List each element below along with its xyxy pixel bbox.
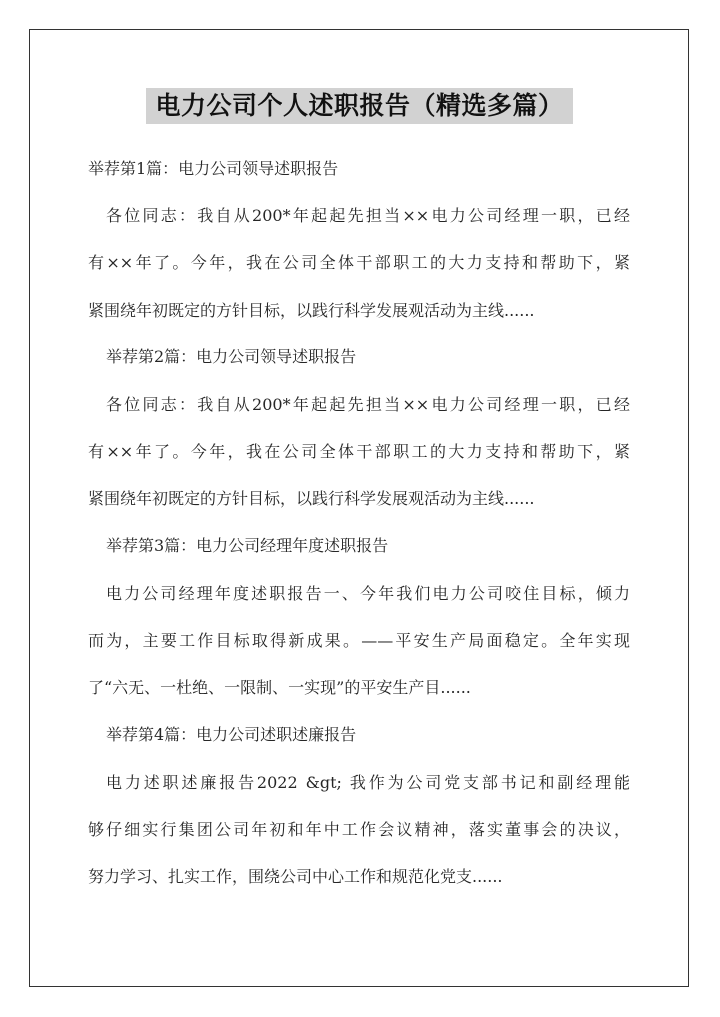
document-title: 电力公司个人述职报告（精选多篇） — [146, 88, 573, 124]
section-2-line-3: 紧围绕年初既定的方针目标，以践行科学发展观活动为主线...... — [88, 489, 535, 508]
section-2-heading: 举荐第2篇：电力公司领导述职报告 — [106, 347, 357, 366]
section-1-line-1: 各位同志：我自从200*年起起先担当××电力公司经理一职，已经 — [106, 206, 630, 225]
section-3-heading: 举荐第3篇：电力公司经理年度述职报告 — [106, 536, 389, 555]
section-2-line-2: 有××年了。今年，我在公司全体干部职工的大力支持和帮助下，紧 — [88, 442, 630, 461]
section-4-line-1: 电力述职述廉报告2022 &gt; 我作为公司党支部书记和副经理能 — [106, 773, 630, 792]
section-1-heading: 举荐第1篇：电力公司领导述职报告 — [88, 159, 339, 178]
section-4-line-2: 够仔细实行集团公司年初和年中工作会议精神，落实董事会的决议， — [88, 820, 630, 839]
section-4-line-3: 努力学习、扎实工作，围绕公司中心工作和规范化党支...... — [88, 867, 503, 886]
section-3-line-3: 了“六无、一杜绝、一限制、一实现”的平安生产目...... — [88, 678, 471, 697]
section-1-line-2: 有××年了。今年，我在公司全体干部职工的大力支持和帮助下，紧 — [88, 253, 630, 272]
section-2-line-1: 各位同志：我自从200*年起起先担当××电力公司经理一职，已经 — [106, 395, 630, 414]
section-4-heading: 举荐第4篇：电力公司述职述廉报告 — [106, 725, 357, 744]
section-3-line-2: 而为，主要工作目标取得新成果。——平安生产局面稳定。全年实现 — [88, 631, 630, 650]
section-1-line-3: 紧围绕年初既定的方针目标，以践行科学发展观活动为主线...... — [88, 301, 535, 320]
section-3-line-1: 电力公司经理年度述职报告一、今年我们电力公司咬住目标，倾力 — [106, 584, 630, 603]
